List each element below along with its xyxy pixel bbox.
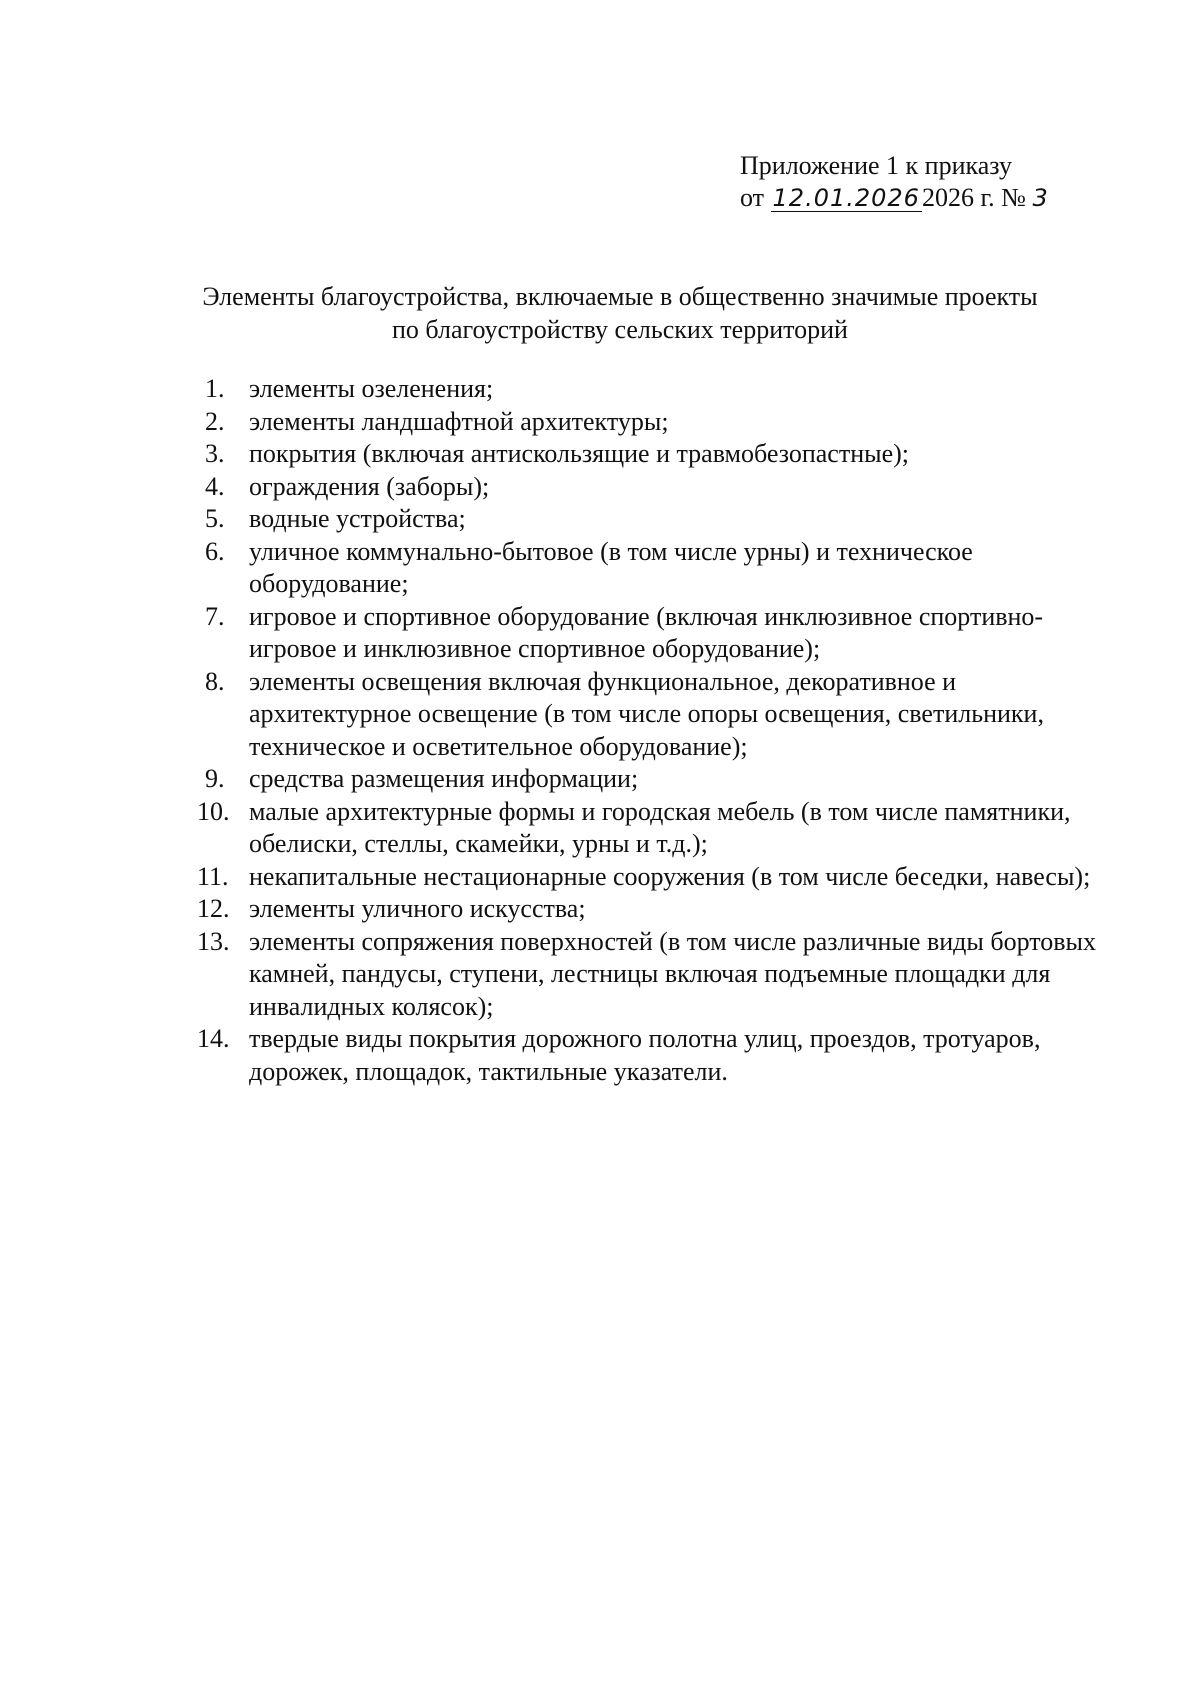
- list-item-number: 14.: [197, 1024, 230, 1053]
- list-item-text: элементы ландшафтной архитектуры;: [249, 406, 669, 436]
- list-item: [205, 763, 1105, 796]
- list-item: [197, 893, 1105, 926]
- title-line-1: Элементы благоустройства, включаемые в общественно значимые проекты: [202, 282, 1038, 311]
- list-item-text: ограждения (заборы);: [249, 471, 490, 501]
- list-item-text: средства размещения информации;: [249, 764, 639, 793]
- list-item-number: 6.: [205, 536, 225, 566]
- elements-list: [197, 373, 1105, 1088]
- appendix-year: 2026: [921, 183, 974, 212]
- list-item: [205, 471, 1105, 504]
- list-item-text: твердые виды покрытия дорожного полотна улиц, проездов, тротуаров, дорожек, площадок, тактильные указатели.: [249, 1024, 1041, 1086]
- list-item-text: покрытия (включая антискользящие и травмобезопастные);: [249, 439, 910, 468]
- list-item-number: 10.: [197, 796, 230, 826]
- list-item-number: 7.: [205, 601, 225, 631]
- list-item: [197, 861, 1105, 894]
- appendix-title: Приложение 1 к приказу: [740, 151, 1013, 180]
- list-item-text: игровое и спортивное оборудование (включая инклюзивное спортивно-игровое и инклюзивное спортивное оборудование);: [249, 601, 1044, 663]
- list-item-text: элементы озеленения;: [249, 374, 494, 403]
- list-item-text: уличное коммунально-бытовое (в том числе урны) и техническое оборудование;: [249, 536, 973, 598]
- list-item: [205, 536, 1105, 601]
- list-item: [205, 601, 1105, 666]
- appendix-suffix: г. №: [980, 183, 1026, 212]
- list-item-number: 12.: [197, 894, 230, 923]
- handwritten-date: 12.01.2026: [772, 184, 920, 212]
- list-item-number: 3.: [205, 439, 225, 468]
- list-item-number: 4.: [205, 471, 225, 501]
- title-line-2: по благоустройству сельских территорий: [392, 315, 848, 344]
- list-item: [205, 406, 1105, 439]
- list-item-number: 9.: [205, 764, 225, 793]
- list-item-text: водные устройства;: [249, 504, 466, 533]
- appendix-line-2: [740, 182, 1160, 214]
- list-item-number: 2.: [205, 406, 225, 436]
- list-item: [197, 796, 1105, 861]
- document-title: [160, 280, 1080, 346]
- list-item-number: 1.: [205, 374, 225, 403]
- list-item: [205, 503, 1105, 536]
- list-item: [205, 666, 1105, 764]
- handwritten-number: 3: [1032, 184, 1049, 212]
- list-item-text: элементы сопряжения поверхностей (в том числе различные виды бортовых камней, пандусы, ступени, лестницы включая подъемные площадки для инвалидных колясок);: [249, 926, 1096, 1021]
- list-item-number: 13.: [197, 926, 230, 956]
- list-item-number: 5.: [205, 504, 225, 533]
- list-item-text: малые архитектурные формы и городская мебель (в том числе памятники, обелиски, стеллы, скамейки, урны и т.д.);: [249, 796, 1071, 858]
- list-item: [205, 438, 1105, 471]
- appendix-from: от: [740, 183, 765, 212]
- appendix-header: [740, 150, 1160, 214]
- appendix-line-1: [740, 150, 1160, 182]
- list-item: [205, 373, 1105, 406]
- handwritten-date-field: [771, 185, 922, 212]
- list-item-text: элементы уличного искусства;: [249, 894, 586, 923]
- list-item: [197, 926, 1105, 1024]
- list-item-text: некапитальные нестационарные сооружения (в том числе беседки, навесы);: [249, 861, 1091, 891]
- list-item: [197, 1023, 1105, 1088]
- list-item-number: 11.: [197, 861, 229, 891]
- list-item-text: элементы освещения включая функциональное, декоративное и архитектурное освещение (в том числе опоры освещения, светильники, техническое и осветительное оборудование);: [249, 666, 1044, 761]
- list-item-number: 8.: [205, 666, 225, 696]
